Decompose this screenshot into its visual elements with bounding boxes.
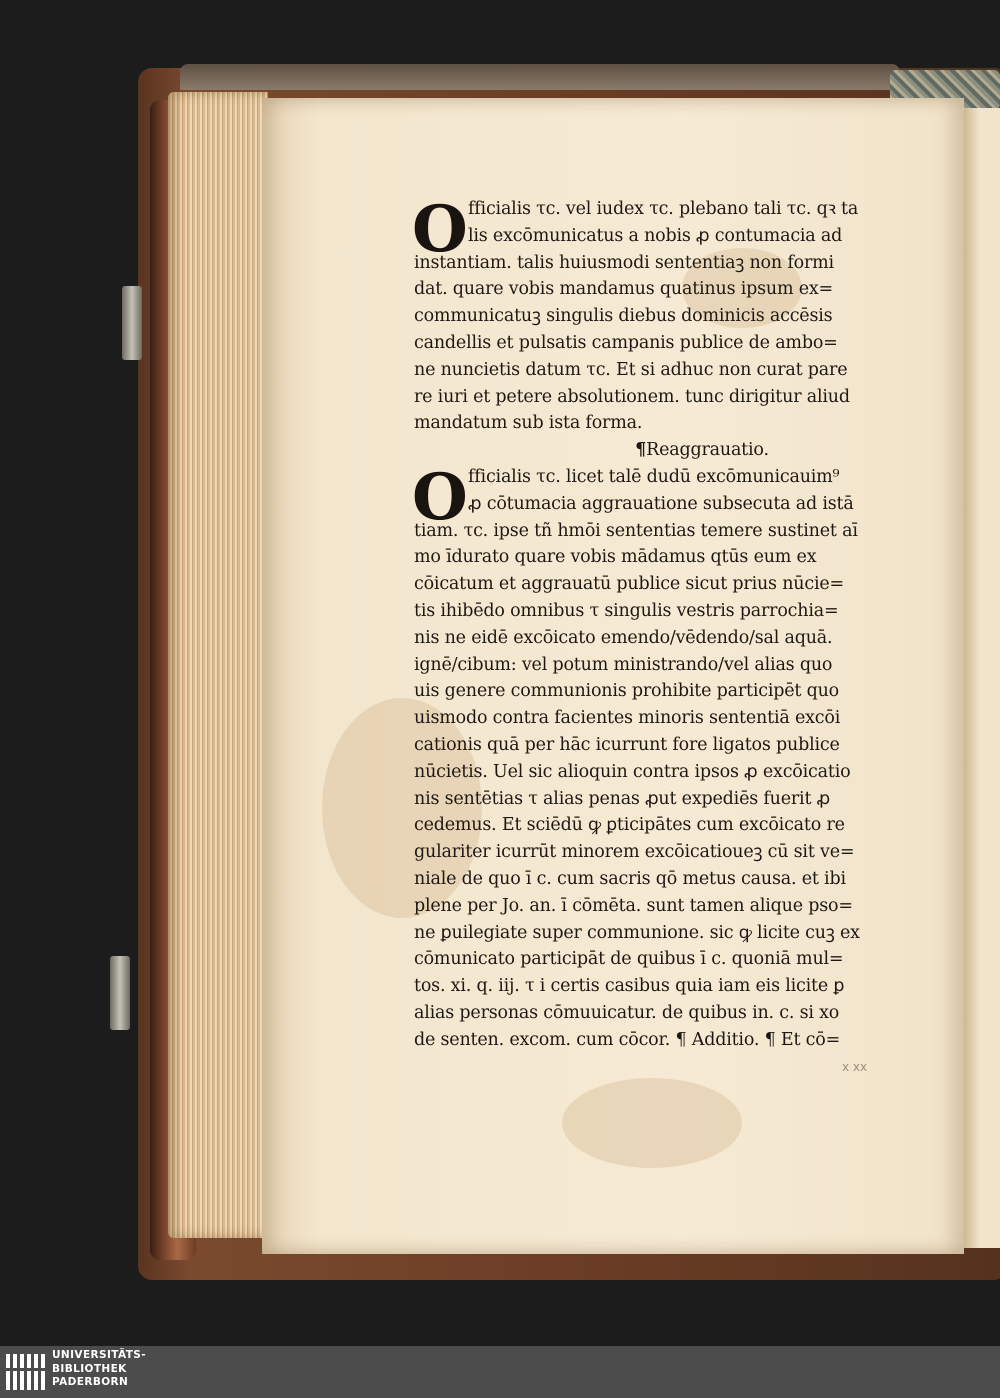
text-line: re iuri et petere absolutionem. tunc dirigitur aliud [414, 386, 850, 407]
university-library-logo-icon [4, 1350, 48, 1394]
heading-text: Reaggrauatio. [646, 440, 769, 461]
clasp-icon [122, 286, 142, 360]
library-name-line: UNIVERSITÄTS- [52, 1349, 147, 1361]
text-line: mandatum sub ista forma. [414, 413, 643, 434]
text-line: cōmunicato participāt de quibus ī c. quoniā mul= [414, 949, 844, 970]
library-name-line: BIBLIOTHEK [52, 1362, 127, 1375]
text-line: cōicatum et aggrauatū publice sicut prius nūcie= [414, 574, 844, 595]
text-line: tos. xi. q. iij. τ i certis casibus quia iam eis licite ꝑ [414, 976, 845, 997]
text-line: mo īdurato quare vobis mādamus qtūs eum ex [414, 547, 817, 568]
facing-page-edge [964, 108, 1000, 1248]
text-line: tis ihibēdo omnibus τ singulis vestris parrochia= [414, 600, 839, 621]
text-line: uis genere communionis prohibite participēt quo [414, 681, 840, 702]
text-line: niale de quo ī c. cum sacris qō metus causa. et ibi [414, 868, 846, 889]
cover-top-edge [180, 64, 900, 90]
text-line: alias personas cōmuuicatur. de quibus in. c. si xo [414, 1002, 840, 1023]
library-name-line: PADERBORN [52, 1376, 129, 1389]
text-line: ne nuncietis datum τc. Et si adhuc non curat pare [414, 359, 848, 380]
page-edges [168, 92, 268, 1238]
footer-bar [0, 1346, 1000, 1398]
text-line: cationis quā per hāc icurrunt fore ligatos publice [414, 734, 840, 755]
text-line: ꝓ cōtumacia aggrauatione subsecuta ad istā [468, 493, 854, 514]
text-line: nūcietis. Uel sic alioquin contra ipsos ꝓ excōicatio [414, 761, 851, 782]
text-line: tiam. τc. ipse tñ hmōi sententias temere sustinet aī [414, 520, 858, 541]
text-line: ne ꝑuilegiate super communione. sic ꝙ licite cuꝫ ex [414, 922, 860, 943]
text-line: candellis et pulsatis campanis publice de ambo= [414, 332, 838, 353]
text-block [412, 192, 950, 1054]
foxing-stain [562, 1078, 742, 1168]
text-line: fficialis τc. licet talē dudū excōmunicauim⁹ [468, 466, 840, 487]
text-line: communicatuꝫ singulis diebus dominicis accēsis [414, 306, 833, 327]
text-line: fficialis τc. vel iudex τc. plebano tali τc. qꝛ ta [468, 199, 859, 219]
text-line: plene per Jo. an. ī cōmēta. sunt tamen alique pso= [414, 895, 853, 916]
text-line: cedemus. Et sciēdū ꝙ ꝑticipātes cum excōicato re [414, 815, 845, 836]
text-line: gulariter icurrūt minorem excōicatioueꝫ cū sit ve= [414, 842, 855, 863]
initial-letter: O [412, 192, 468, 267]
text-line: dat. quare vobis mandamus quatinus ipsum ex= [414, 279, 834, 300]
text-line: instantiam. talis huiusmodi sententiaꝫ non formi [414, 252, 834, 273]
library-name [52, 1349, 146, 1390]
text-line: nis sentētias τ alias penas ꝓut expediēs fuerit ꝓ [414, 788, 830, 809]
text-line: uismodo contra facientes minoris sententiā excōi [414, 708, 841, 729]
show-through-text: x xx [842, 1060, 868, 1074]
text-line: nis ne eidē excōicato emendo/vēdendo/sal aquā. [414, 627, 833, 648]
text-line: ignē/cibum: vel potum ministrando/vel alias quo [414, 654, 833, 675]
pilcrow-icon: ¶ [635, 440, 647, 461]
text-line: lis excōmunicatus a nobis ꝓ contumacia ad [468, 225, 843, 246]
text-line: de senten. excom. cum cōcor. ¶ Additio. ¶ Et cō= [414, 1029, 841, 1050]
clasp-icon [110, 956, 130, 1030]
initial-letter: O [412, 460, 468, 535]
section-heading [414, 437, 950, 464]
